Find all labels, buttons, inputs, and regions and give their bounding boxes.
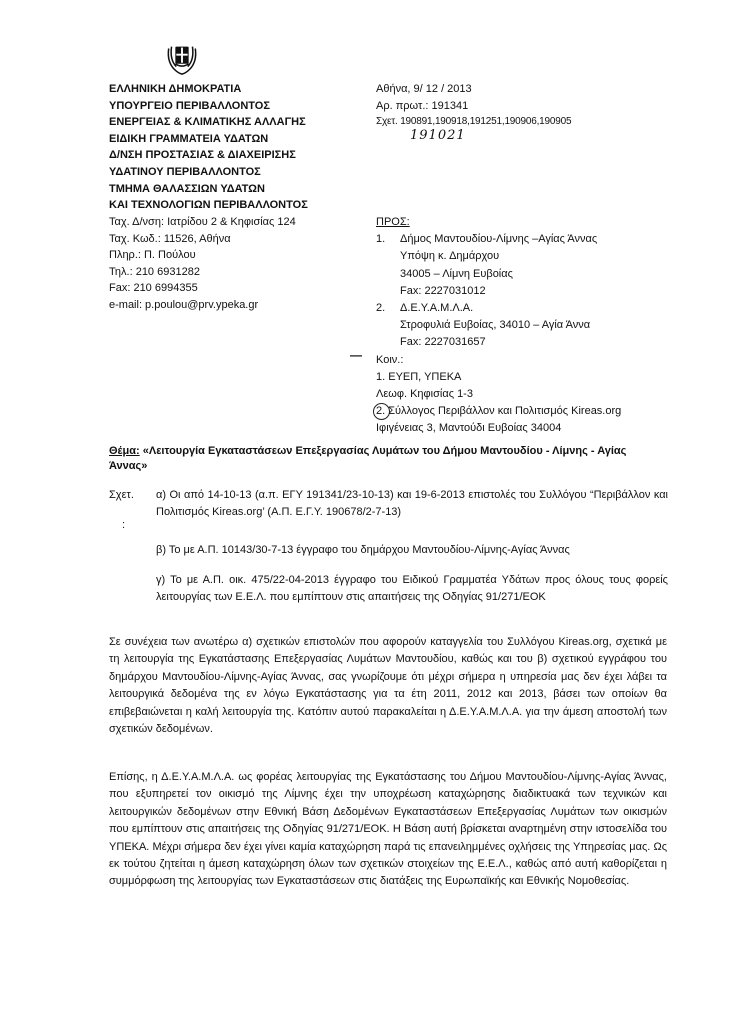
cc-line: 2. Σύλλογος Περιβάλλον και Πολιτισμός Kireas.org <box>376 405 622 418</box>
sender-line: ΥΔΑΤΙΝΟΥ ΠΕΡΙΒΑΛΛΟΝΤΟΣ <box>109 165 261 178</box>
sender-info: Πληρ.: Π. Πούλου <box>109 249 196 262</box>
subject-text: «Λειτουργία Εγκαταστάσεων Επεξεργασίας Λυμάτων του Δήμου Μαντουδίου - Λίμνης - Αγίας Άννας» <box>109 445 627 472</box>
sender-line: ΕΙΔΙΚΗ ΓΡΑΜΜΑΤΕΙΑ ΥΔΑΤΩΝ <box>109 132 269 145</box>
subject <box>109 444 664 474</box>
recipient-line: Δ.Ε.Υ.Α.Μ.Λ.Α. <box>400 302 474 315</box>
body-paragraph: Σε συνέχεια των ανωτέρω α) σχετικών επιστολών που αφορούν καταγγελία του Συλλόγου Kireas.org, σχετικά με τη λειτουργία της Εγκατάστασης Επεξεργασίας Λυμάτων Μαντουδίου, καθώς και του β) σχετικού εγγράφου του δημάρχου Μαντουδίου-Λίμνης-Αγίας Άννας, σας γνωρίζουμε ότι μέχρι σήμερα η υπηρεσία μας δεν έχει λάβει τα λειτουργικά δεδομένα της εν λόγω Εγκατάστασης για τα έτη 2011, 2012 και 2013, βάσει των οποίων θα επιβεβαιώνεται η καλή λειτουργία της. Κατόπιν αυτού παρακαλείται η Δ.Ε.Υ.Α.Μ.Λ.Α. για την άμεση αποστολή των σχετικών δεδομένων. <box>109 636 667 736</box>
sender-contact <box>109 214 369 314</box>
sender-line: ΕΝΕΡΓΕΙΑΣ & ΚΛΙΜΑΤΙΚΗΣ ΑΛΛΑΓΗΣ <box>109 116 306 129</box>
sender-letterhead <box>109 81 359 214</box>
sender-address: Ταχ. Δ/νση: Ιατρίδου 2 & Κηφισίας 124 <box>109 216 296 228</box>
recipient-line: Fax: 2227031657 <box>400 336 486 349</box>
references-colon: : <box>122 519 126 531</box>
cc-label: Κοιν.: <box>376 353 404 366</box>
recipient-line: Υπόψη κ. Δημάρχου <box>400 250 500 263</box>
recipient-line: Στροφυλιά Ευβοίας, 34010 – Αγία Άννα <box>400 319 591 332</box>
recipient-line: 34005 – Λίμνη Ευβοίας <box>400 267 513 280</box>
recipient-line: Δήμος Μαντουδίου-Λίμνης –Αγίας Άννας <box>400 233 598 246</box>
handwritten-dash-mark: — <box>350 348 362 362</box>
subject-label: Θέμα: <box>109 445 140 457</box>
sender-phone: Τηλ.: 210 6931282 <box>109 265 200 278</box>
letter-header <box>376 81 716 131</box>
sender-line: ΚΑΙ ΤΕΧΝΟΛΟΓΙΩΝ ΠΕΡΙΒΑΛΛΟΝΤΟΣ <box>109 199 308 212</box>
recipient-number: 2. <box>376 302 386 315</box>
reference-item: β) Το με Α.Π. 10143/30-7-13 έγγραφο του δημάρχου Μαντουδίου-Λίμνης-Αγίας Άννας <box>156 544 570 556</box>
reference-item: γ) Το με Α.Π. οικ. 475/22-04-2013 έγγραφο του Ειδικού Γραμματέα Υδάτων προς όλους τους φορείς λειτουργίας των Ε.Ε.Λ. που εμπίπτουν στις απαιτήσεις της Οδηγίας 91/271/ΕΟΚ <box>156 574 668 604</box>
handwritten-number: 191021 <box>410 128 466 143</box>
sender-email: e-mail: p.poulou@prv.ypeka.gr <box>109 298 259 311</box>
cc-line: Λεωφ. Κηφισίας 1-3 <box>376 388 473 401</box>
recipient-line: Fax: 2227031012 <box>400 284 486 297</box>
reference-item: α) Οι από 14-10-13 (α.π. ΕΓΥ 191341/23-10-13) και 19-6-2013 επιστολές του Συλλόγου “Περιβάλλον και Πολιτισμός Kireas.org’ (Α.Π. Ε.Γ.Υ. 190678/2-7-13) <box>156 489 668 519</box>
sender-line: ΥΠΟΥΡΓΕΙΟ ΠΕΡΙΒΑΛΛΟΝΤΟΣ <box>109 99 270 112</box>
recipients-label: ΠΡΟΣ: <box>376 216 410 228</box>
letter-date: Αθήνα, 9/ 12 / 2013 <box>376 83 472 95</box>
protocol-number: Αρ. πρωτ.: 191341 <box>376 99 469 112</box>
related-numbers: Σχετ. 190891,190918,191251,190906,190905 <box>376 116 572 128</box>
cc-line: Ιφιγένειας 3, Μαντούδι Ευβοίας 34004 <box>376 422 562 435</box>
recipients-block <box>376 214 716 438</box>
sender-fax: Fax: 210 6994355 <box>109 282 198 295</box>
references-label: Σχετ. <box>109 489 134 501</box>
sender-line: Δ/ΝΣΗ ΠΡΟΣΤΑΣΙΑΣ & ΔΙΑΧΕΙΡΙΣΗΣ <box>109 149 296 162</box>
cc-line: 1. ΕΥΕΠ, ΥΠΕΚΑ <box>376 370 462 383</box>
sender-line: ΕΛΛΗΝΙΚΗ ΔΗΜΟΚΡΑΤΙΑ <box>109 83 242 95</box>
recipient-number: 1. <box>376 233 386 246</box>
body-paragraph: Επίσης, η Δ.Ε.Υ.Α.Μ.Λ.Α. ως φορέας λειτουργίας της Εγκατάστασης του Δήμου Μαντουδίου-Λίμνης-Αγίας Άννας, που εξυπηρετεί τον οικισμό της Λίμνης έχει την υποχρέωση καταχώρησης διαδικτυακά των τεχνικών και λειτουργικών δεδομένων στην Εθνική Βάση Δεδομένων Εγκαταστάσεων Επεξεργασίας Λυμάτων των οικισμών που εμπίπτουν στις απαιτήσεις της Οδηγίας 91/271/ΕΟΚ. Η Βάση αυτή βρίσκεται αναρτημένη στην ιστοσελίδα του ΥΠΕΚΑ. Μέχρι σήμερα δεν έχει γίνει καμία καταχώρηση παρά τις επανειλημμένες οχλήσεις της Υπηρεσίας μας. Ως εκ τούτου ζητείται η άμεση καταχώρηση όλων των σχετικών στοιχείων της Ε.Ε.Λ., καθώς από αυτή καθορίζεται η συμμόρφωση της λειτουργίας των Εγκαταστάσεων στις διατάξεις της Ευρωπαϊκής και Εθνικής Νομοθεσίας. <box>109 771 667 888</box>
greek-coat-of-arms-icon <box>163 39 201 77</box>
sender-postcode: Ταχ. Κωδ.: 11526, Αθήνα <box>109 232 231 245</box>
handwritten-circle-mark <box>373 403 390 420</box>
sender-line: ΤΜΗΜΑ ΘΑΛΑΣΣΙΩΝ ΥΔΑΤΩΝ <box>109 182 265 195</box>
references-block <box>109 487 669 612</box>
